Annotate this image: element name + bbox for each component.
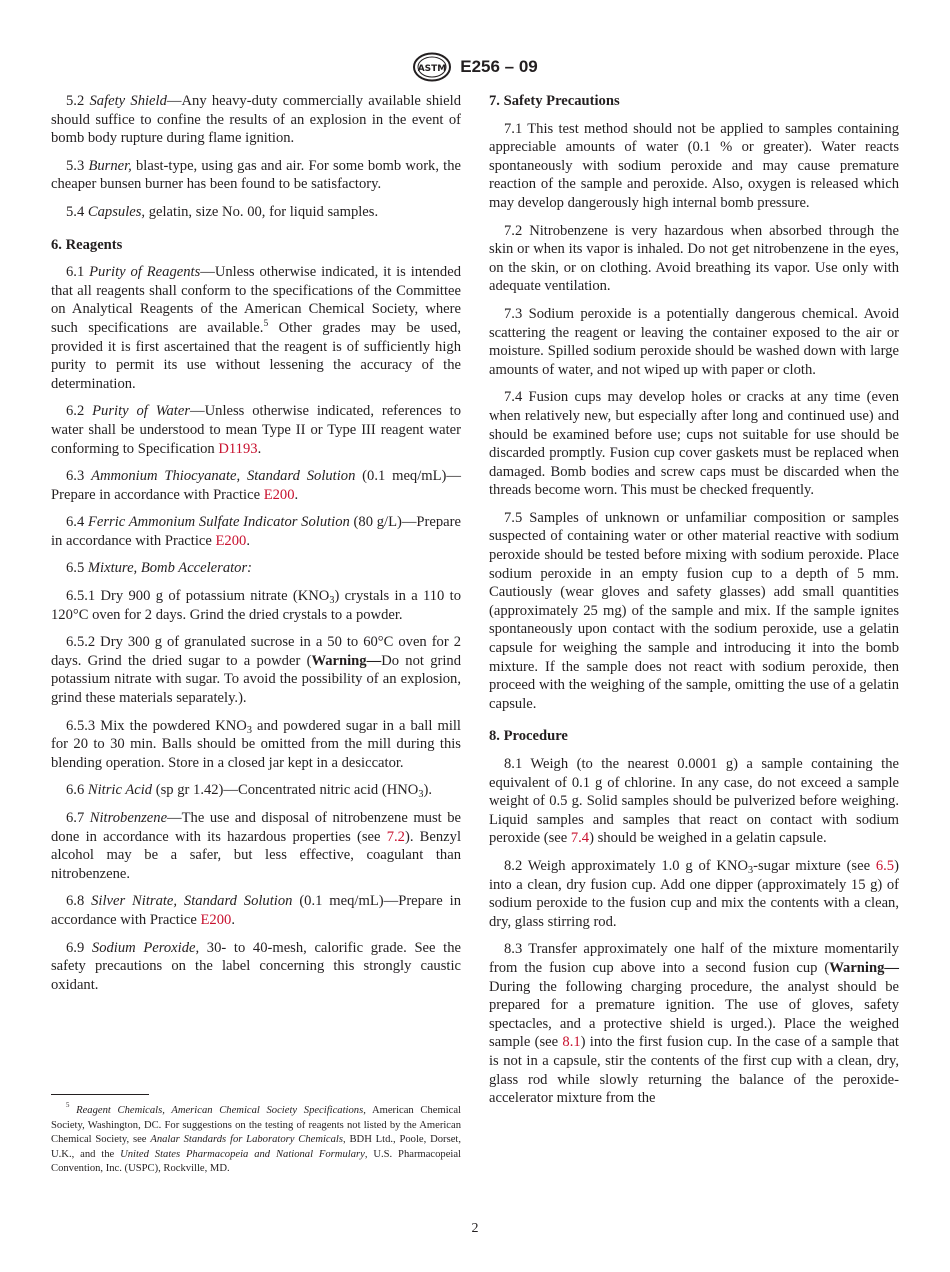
paragraph-6-8: 6.8 Silver Nitrate, Standard Solution (0.1 meq/mL)—Prepare in accordance with Practice E200. (51, 893, 461, 928)
footnote-divider (51, 1094, 149, 1095)
right-column (489, 92, 899, 1108)
paragraph-6-9: 6.9 Sodium Peroxide, 30- to 40-mesh, calorific grade. See the safety precautions on the label concerning this strongly caustic oxidant. (51, 939, 461, 993)
paragraph-6-5-2: 6.5.2 Dry 300 g of granulated sucrose in a 50 to 60°C oven for 2 days. Grind the dried sugar to a powder (Warning—Do not grind potassium nitrate with sugar. To avoid the possibility of an explosion, grind these materials separately.). (51, 634, 462, 707)
paragraph-7-4: 7.4 Fusion cups may develop holes or cracks at any time (even when relatively new, but especially after long and continued use) and should be examined before use; cups not suitable for use should be discarded promptly. Fusion cup cover gaskets must be replaced when damaged. Bomb bodies and screw caps must be discarded when the threads become worn. This must be checked frequently. (489, 389, 899, 499)
document-designation: E256 – 09 (460, 57, 538, 76)
paragraph-8-1: 8.1 Weigh (to the nearest 0.0001 g) a sample containing the equivalent of 0.1 g of chlorine. In any case, do not exceed a sample weight of 0.5 g. Solid samples should be pulverized before weighing. Liquid samples and samples that react on contact with sodium peroxide (see 7.4) should be weighed in a gelatin capsule. (489, 756, 899, 847)
page-header (0, 52, 950, 82)
paragraph-5-3: 5.3 Burner, blast-type, using gas and air. For some bomb work, the cheaper bunsen burner has been found to be satisfactory. (51, 157, 462, 193)
link-7-2[interactable]: 7.2 (386, 828, 405, 845)
paragraph-6-7: 6.7 Nitrobenzene—The use and disposal of nitrobenzene must be done in accordance with its hazardous properties (see 7.2). Benzyl alcohol may be a safer, but less effective, coagulant than nitrobenzene. (51, 810, 462, 882)
section-8-heading: 8. Procedure (489, 728, 568, 745)
paragraph-7-3: 7.3 Sodium peroxide is a potentially dangerous chemical. Avoid scattering the reagent or leaving the container exposed to the air or moisture. Spilled sodium peroxide should be washed down with large amounts of water, and not wiped up with paper or cloth. (489, 305, 899, 378)
paragraph-6-2: 6.2 Purity of Water—Unless otherwise indicated, references to water shall be understood to mean Type II or Type III reagent water conforming to Specification D1193. (51, 403, 462, 457)
paragraph-7-2: 7.2 Nitrobenzene is very hazardous when absorbed through the skin or when its vapor is inhaled. Do not get nitrobenzene in the eyes, on the skin, or on clothing. Avoid breathing its vapor. Use only with adequate ventilation. (489, 222, 899, 295)
paragraph-8-2: 8.2 Weigh approximately 1.0 g of $KNO_3$-sugar mixture (see 6.5) into a clean, dry fusion cup. Add one dipper (approximately 15 g) of sodium peroxide to the fusion cup and mix the contents with a clean, dry, glass stirring rod. (489, 857, 899, 930)
left-column (51, 92, 461, 1003)
link-8-1[interactable]: 8.1 (562, 1034, 581, 1051)
page-number: 2 (471, 1221, 479, 1236)
paragraph-6-4: 6.4 Ferric Ammonium Sulfate Indicator Solution (80 g/L)—Prepare in accordance with Practice E200. (51, 514, 461, 549)
svg-text:ASTM: ASTM (417, 64, 447, 74)
footnote-ref[interactable]: 5 (263, 318, 269, 329)
link-e200[interactable]: E200 (263, 486, 295, 503)
link-6-5[interactable]: 6.5 (875, 857, 895, 874)
paragraph-5-2: 5.2 Safety Shield—Any heavy-duty commercially available shield should suffice to confine the results of an explosion in the event of bomb body rupture during flame ignition. (51, 93, 462, 147)
paragraph-6-5-1: 6.5.1 Dry 900 g of potassium nitrate $(KNO_3)$ crystals in a 110 to 120°C oven for 2 days. Grind the dried crystals to a powder. (51, 588, 461, 623)
paragraph-8-3: 8.3 Transfer approximately one half of the mixture momentarily from the fusion cup above into a second fusion cup (Warning—During the following charging procedure, the analyst should be prepared for a premature ignition. The use of gloves, safety spectacles, and a protective shield is urged.). Place the weighed sample (see 8.1) into the first fusion cup. In the case of a sample that is not in a capsule, stir the contents of the first cup with a clean, dry, glass rod while slowly returning the balance of the peroxide-accelerator mixture from the (489, 941, 899, 1107)
section-6-heading: 6. Reagents (51, 236, 123, 253)
astm-logo-icon (412, 52, 452, 82)
section-7-heading: 7. Safety Precautions (489, 93, 620, 109)
paragraph-6-5: 6.5 Mixture, Bomb Accelerator: (66, 560, 253, 577)
link-7-4[interactable]: 7.4 (570, 830, 590, 847)
paragraph-6-1: 6.1 Purity of Reagents—Unless otherwise indicated, it is intended that all reagents shall conform to the specifications of the Committee on Analytical Reagents of the American Chemical Society, where such specifications are available.$^5$ Other grades may be used, provided it is first ascertained that the reagent is of sufficiently high purity to permit its use without lessening the accuracy of the determination. (51, 264, 461, 392)
footnote-5: $^5$ Reagent Chemicals, American Chemical Society Specifications, American Chemical Society, Washington, DC. For suggestions on the testing of reagents not listed by the American Chemical Society, see Analar Standards for Laboratory Chemicals, BDH Ltd., Poole, Dorset, U.K., and the United States Pharmacopeia and National Formulary, U.S. Pharmacopeial Convention, Inc. (USPC), Rockville, MD. (51, 1102, 461, 1174)
paragraph-6-6: 6.6 Nitric Acid (sp gr 1.42)—Concentrated nitric acid $(HNO_3)$. (66, 782, 432, 801)
link-e200[interactable]: E200 (200, 911, 232, 928)
link-e200[interactable]: E200 (215, 532, 247, 549)
paragraph-5-4: 5.4 Capsules, gelatin, size No. 00, for liquid samples. (66, 203, 379, 220)
paragraph-7-1: 7.1 This test method should not be applied to samples containing appreciable amounts of water (0.1 % or greater). Water reacts spontaneously with sodium peroxide and may cause premature reaction of the sample and peroxide. Also, oxygen is released which may develop dangerously high internal bomb pressure. (489, 120, 899, 211)
paragraph-6-3: 6.3 Ammonium Thiocyanate, Standard Solution (0.1 meq/mL)—Prepare in accordance with Practice E200. (51, 468, 461, 503)
paragraph-7-5: 7.5 Samples of unknown or unfamiliar composition or samples suspected of containing water or other material reactive with sodium peroxide should be tested before mixing with sodium peroxide. Place sodium peroxide in an empty fusion cup to a depth of 5 mm. Cautiously (wear gloves and safety glasses) add small quantities (approximately 25 mg) of the sample and mix. If the sample ignites spontaneously upon contact with the sodium peroxide, use a gelatin capsule for weighing the sample and introducing it into the bomb mixture. If the sample does not react with sodium peroxide, then proceed with the weighing of the sample, omitting the use of a gelatin capsule. (489, 509, 899, 712)
link-d1193[interactable]: D1193 (218, 440, 258, 457)
paragraph-6-5-3: 6.5.3 Mix the powdered $KNO_3$ and powdered sugar in a ball mill for 20 to 30 min. Balls should be omitted from the mill during this blending operation. Store in a closed jar kept in a desiccator. (51, 717, 461, 771)
